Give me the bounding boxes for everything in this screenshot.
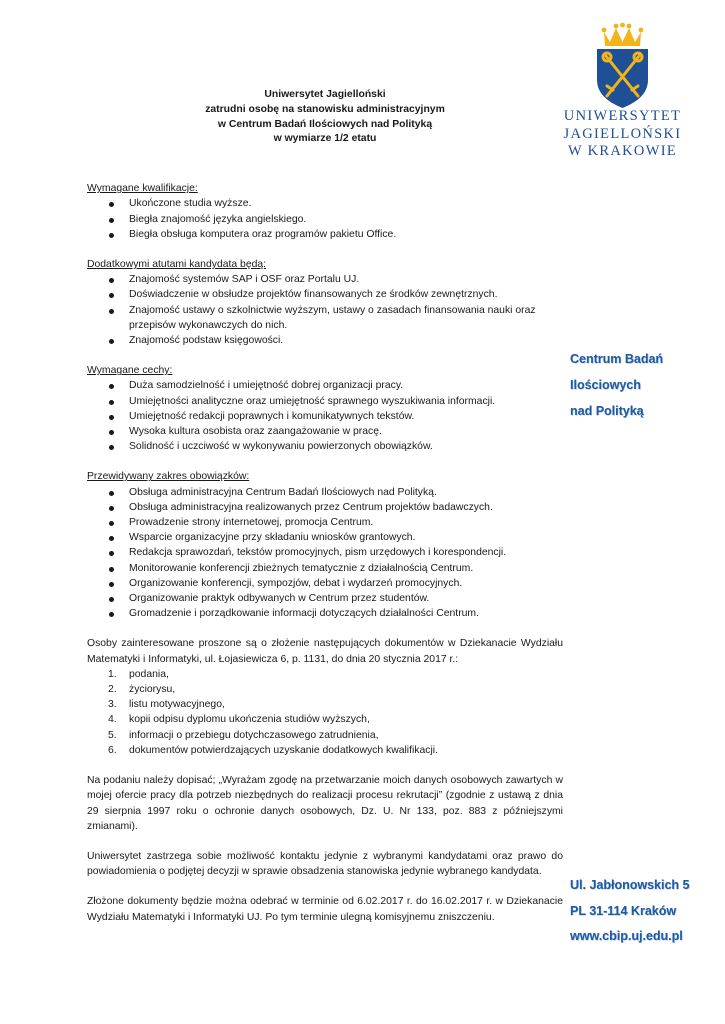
list-item: Biegła znajomość języka angielskiego. [87, 212, 563, 227]
list-item: Solidność i uczciwość w wykonywaniu powierzonych obowiązków. [87, 439, 563, 454]
list-item: Duża samodzielność i umiejętność dobrej organizacji pracy. [87, 378, 563, 393]
numbered-list [87, 667, 563, 758]
list-number: 6. [108, 744, 117, 756]
announcement-title [87, 88, 563, 147]
list-number: 5. [108, 729, 117, 741]
list-number: 2. [108, 684, 117, 696]
center-name-line: Ilościowych [570, 378, 641, 392]
list-item-text: informacji o przebiegu dotychczasowego zatrudnienia, [129, 729, 379, 741]
list-item: Znajomość systemów SAP i OSF oraz Portalu UJ. [87, 272, 563, 287]
list-item: Umiejętność redakcji poprawnych i komunikatywnych tekstów. [87, 409, 563, 424]
list-item-text: życiorysu, [129, 684, 176, 696]
list-item-text: listu motywacyjnego, [129, 699, 225, 711]
job-announcement [87, 88, 563, 940]
section-heading: Dodatkowymi atutami kandydata będą: [87, 259, 267, 270]
list-number: 1. [108, 668, 117, 680]
center-name-line: Centrum Badań [570, 352, 664, 366]
list-number: 3. [108, 699, 117, 711]
list-item: Monitorowanie konferencji zbieżnych tematycznie z działalnością Centrum. [87, 561, 563, 576]
return-paragraph: Złożone dokumenty będzie można odebrać w terminie od 6.02.2017 r. do 16.02.2017 r. w Dziekanacie Wydziału Matematyki i Informatyki UJ. Po tym terminie ulegną komisyjnemu zniszczeniu. [87, 896, 563, 923]
list-item: Doświadczenie w obsłudze projektów finansowanych ze środków zewnętrznych. [87, 287, 563, 302]
bullet-list [87, 378, 563, 454]
section-heading: Przewidywany zakres obowiązków: [87, 471, 250, 483]
list-item: Gromadzenie i porządkowanie informacji dotyczących działalności Centrum. [87, 606, 563, 621]
bullet-list [87, 485, 563, 622]
university-name-line: JAGIELLOŃSKI [563, 125, 682, 142]
list-item: Ukończone studia wyższe. [87, 196, 563, 211]
title-line: Uniwersytet Jagielloński [264, 89, 386, 100]
title-line: w Centrum Badań Ilościowych nad Polityką [217, 118, 433, 130]
website-link[interactable]: www.cbip.uj.edu.pl [570, 929, 683, 943]
list-item: Znajomość ustawy o szkolnictwie wyższym, ustawy o zasadach finansowania nauki oraz przepisów wykonawczych do nich. [87, 303, 563, 333]
list-item: Biegła obsługa komputera oraz programów pakietu Office. [87, 227, 563, 242]
center-name-line: nad Polityką [570, 404, 644, 418]
section-heading: Wymagane cechy: [87, 365, 173, 377]
list-item-text: kopii odpisu dyplomu ukończenia studiów wyższych, [129, 714, 370, 726]
list-item [87, 712, 563, 727]
list-item: Obsługa administracyjna Centrum Badań Ilościowych nad Polityką. [87, 485, 563, 500]
list-item [87, 743, 563, 758]
postal-address: PL 31-114 Kraków [570, 903, 677, 918]
list-item: Organizowanie praktyk odbywanych w Centrum przez studentów. [87, 591, 563, 606]
list-item: Znajomość podstaw księgowości. [87, 333, 563, 348]
list-number: 4. [108, 714, 117, 726]
list-item-text: podania, [129, 668, 169, 680]
university-crest-logo [560, 22, 685, 108]
list-item: Redakcja sprawozdań, tekstów promocyjnych, pism urzędowych i korespondencji. [87, 545, 563, 560]
bullet-list [87, 272, 563, 348]
list-item-text: dokumentów potwierdzających uzyskanie dodatkowych kwalifikacji. [129, 744, 438, 756]
list-item: Prowadzenie strony internetowej, promocja Centrum. [87, 515, 563, 530]
bullet-list [87, 196, 563, 242]
title-line: w wymiarze 1/2 etatu [273, 133, 377, 145]
street-address: Ul. Jabłonowskich 5 [570, 878, 690, 892]
title-line: zatrudni osobę na stanowisku administracyjnym [205, 103, 445, 115]
list-item [87, 728, 563, 743]
university-name-line: W KRAKOWIE [568, 143, 677, 159]
advantages-section [87, 257, 563, 348]
section-heading: Wymagane kwalifikacje: [87, 183, 198, 195]
list-item [87, 667, 563, 682]
crown-icon [602, 23, 644, 46]
center-name-block [570, 346, 720, 424]
list-item: Wysoka kultura osobista oraz zaangażowanie w pracę. [87, 424, 563, 439]
contact-paragraph: Uniwersytet zastrzega sobie możliwość kontaktu jedynie z wybranymi kandydatami oraz prawo do powiadomienia o podjętej decyzji w sprawie obsadzenia stanowiska jedynie wybranego kandydata. [87, 850, 563, 878]
university-name-logotype [560, 108, 685, 161]
address-block [570, 873, 720, 950]
duties-section [87, 469, 563, 621]
qualifications-section [87, 181, 563, 242]
list-item: Wsparcie organizacyjne przy składaniu wniosków grantowych. [87, 530, 563, 545]
list-item: Obsługa administracyjna realizowanych przez Centrum projektów badawczych. [87, 500, 563, 515]
list-item: Organizowanie konferencji, sympozjów, debat i wydarzeń promocyjnych. [87, 576, 563, 591]
documents-section [87, 636, 563, 758]
list-item [87, 697, 563, 712]
list-item: Umiejętności analityczne oraz umiejętność sprawnego wyszukiwania informacji. [87, 394, 563, 409]
traits-section [87, 363, 563, 454]
consent-paragraph: Na podaniu należy dopisać; „Wyrażam zgodę na przetwarzanie moich danych osobowych zawartych w mojej ofercie pracy dla potrzeb niezbędnych do realizacji procesu rekrutacji” (zgodnie z ustawą z dnia 29 sierpnia 1997 roku o ochronie danych osobowych, Dz. U. Nr 133, poz. 883 z późniejszymi zmianami). [87, 775, 563, 832]
documents-intro: Osoby zainteresowane proszone są o złożenie następujących dokumentów w Dziekanacie Wydziału Matematyki i Informatyki, ul. Łojasiewicza 6, p. 1131, do dnia 20 stycznia 2017 r.: [87, 638, 563, 665]
university-name-line: UNIWERSYTET [563, 108, 682, 124]
list-item [87, 682, 563, 697]
